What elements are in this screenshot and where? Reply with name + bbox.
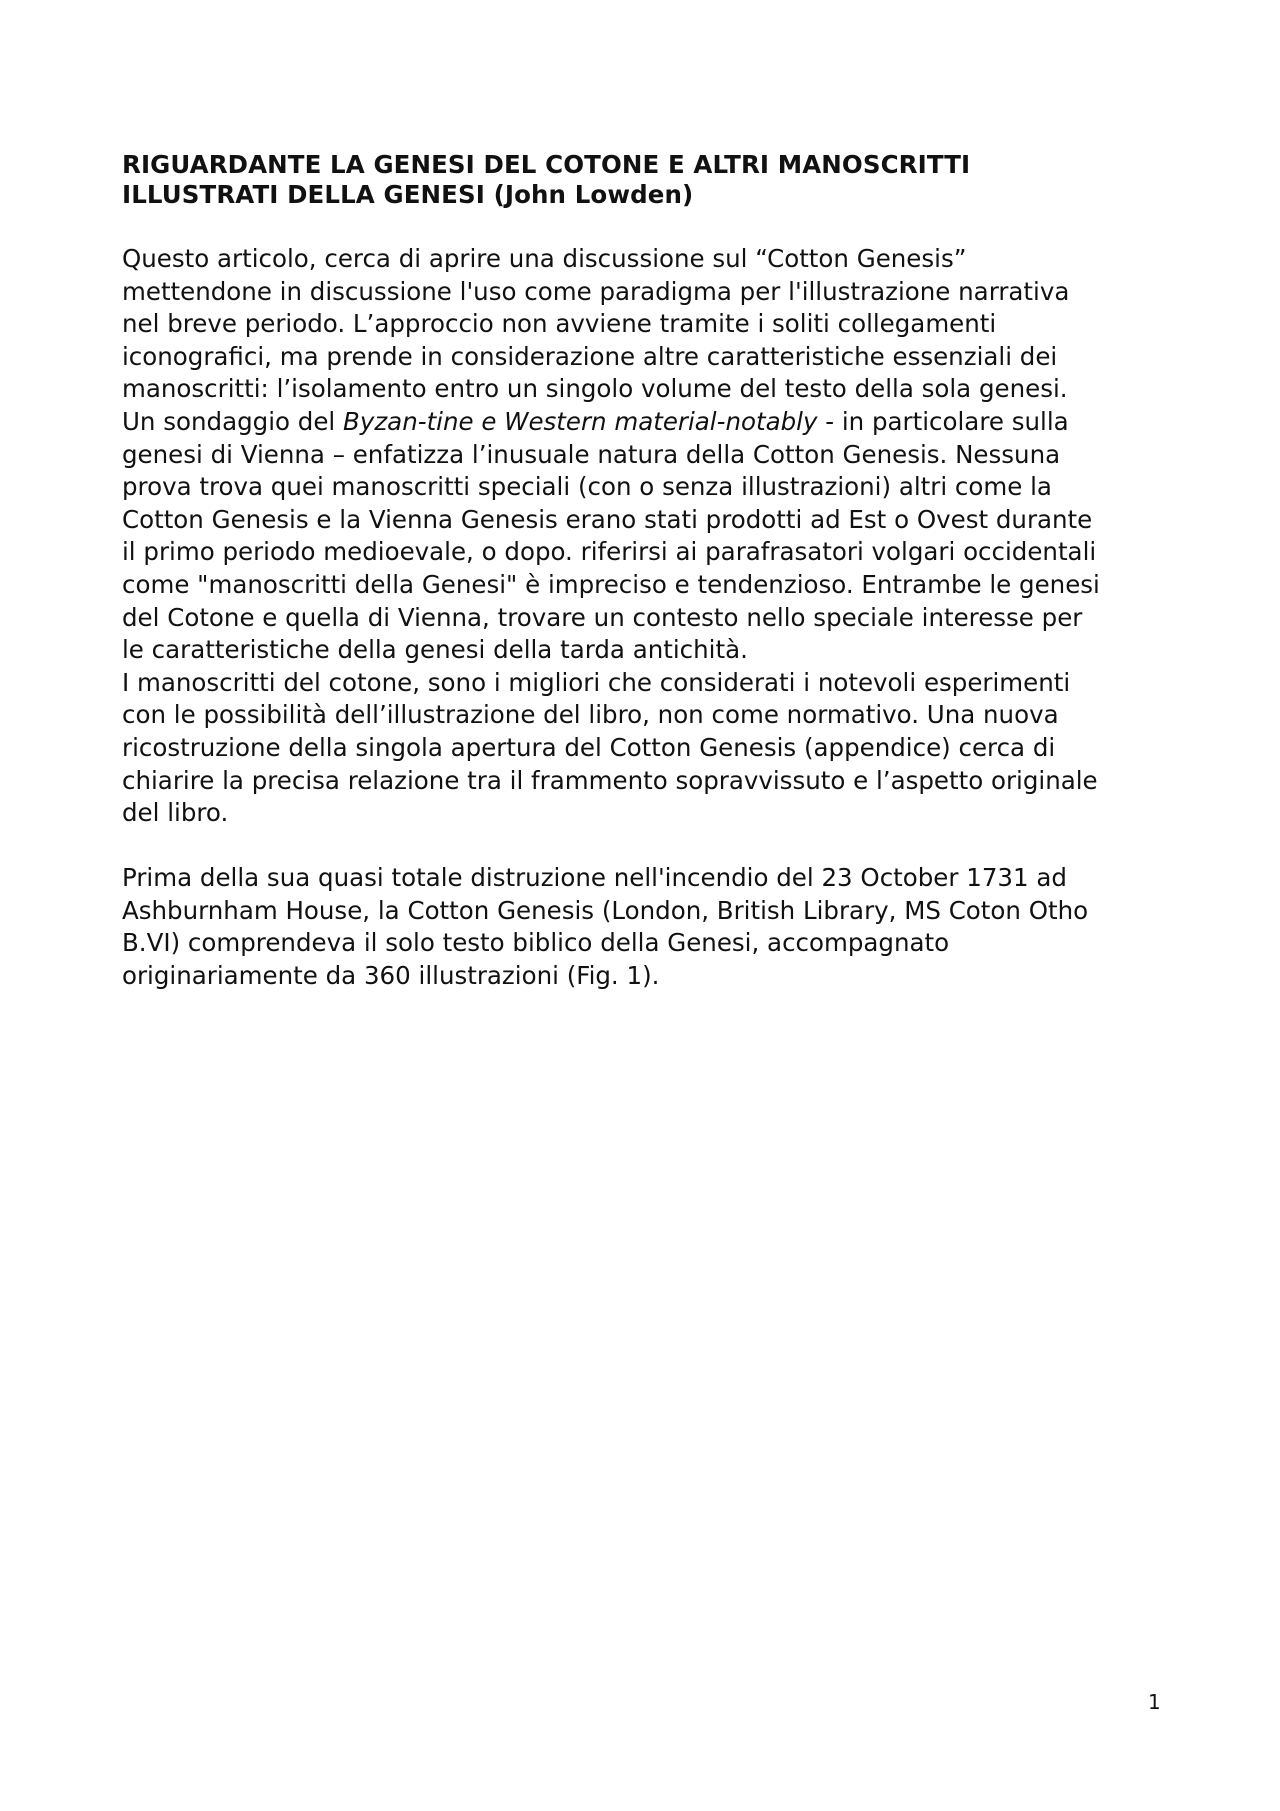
text-line: del libro.	[122, 798, 229, 828]
title-line: ILLUSTRATI DELLA GENESI (John Lowden)	[122, 180, 694, 209]
text-line: prova trova quei manoscritti speciali (con o senza illustrazioni) altri come la	[122, 472, 1052, 502]
page-number: 1	[1148, 1690, 1161, 1714]
text-line: Cotton Genesis e la Vienna Genesis erano stati prodotti ad Est o Ovest durante	[122, 504, 1093, 534]
text-line: mettendone in discussione l'uso come paradigma per l'illustrazione narrativa	[122, 276, 1070, 306]
page-content	[122, 150, 1167, 993]
text-line: Questo articolo, cerca di aprire una discussione sul “Cotton Genesis”	[122, 244, 967, 273]
text-line: 360 illustrazioni (Fig. 1).	[363, 961, 660, 991]
text-line: del Cotone e quella di Vienna, trovare un contesto nello speciale interesse per	[122, 602, 1083, 632]
text-line: manoscritti: l’isolamento entro un singolo volume del testo della sola genesi.	[122, 374, 1068, 404]
text-line: B.VI) comprendeva il solo testo biblico della Genesi, accompagnato	[122, 928, 950, 958]
text-line: Prima della sua quasi totale distruzione nell'incendio del 23 October 1731 ad	[122, 863, 1067, 893]
text-line: chiarire la precisa relazione tra il frammento sopravvissuto e l’aspetto originale	[122, 765, 1098, 795]
text-line: iconografici, ma prende in considerazione altre caratteristiche essenziali dei	[122, 341, 1058, 371]
text-line: come "manoscritti della Genesi" è impreciso e tendenzioso. Entrambe le genesi	[122, 569, 1100, 599]
paragraph-abstract	[122, 243, 1167, 830]
text-segment: - in particolare sulla	[817, 406, 1069, 436]
text-line: originariamente da	[122, 961, 357, 991]
text-line: genesi di Vienna – enfatizza l’inusuale natura della Cotton Genesis. Nessuna	[122, 439, 1061, 469]
paragraph-spacer	[122, 830, 1167, 863]
italic-text: Byzan-tine e Western material-notably	[343, 406, 818, 436]
text-line: le caratteristiche della genesi della tarda antichità.	[122, 635, 748, 665]
document-title	[122, 150, 1167, 210]
paragraph-intro	[122, 862, 1167, 992]
text-line: ricostruzione della singola apertura del Cotton Genesis (appendice) cerca di	[122, 732, 1056, 762]
text-segment: Un sondaggio del	[122, 406, 344, 436]
text-line: nel breve periodo. L’approccio non avviene tramite i soliti collegamenti	[122, 309, 997, 339]
text-line: I manoscritti del cotone, sono i migliori che considerati i notevoli esperimenti	[122, 667, 1071, 697]
text-line: con le possibilità dell’illustrazione del libro, non come normativo. Una nuova	[122, 700, 1059, 730]
title-line: RIGUARDANTE LA GENESI DEL COTONE E ALTRI MANOSCRITTI	[122, 150, 971, 179]
text-line: il primo periodo medioevale, o dopo. riferirsi ai parafrasatori volgari occidentali	[122, 537, 1097, 567]
text-line: Ashburnham House, la Cotton Genesis (London, British Library, MS Coton Otho	[122, 895, 1089, 925]
text-line	[122, 407, 1069, 436]
